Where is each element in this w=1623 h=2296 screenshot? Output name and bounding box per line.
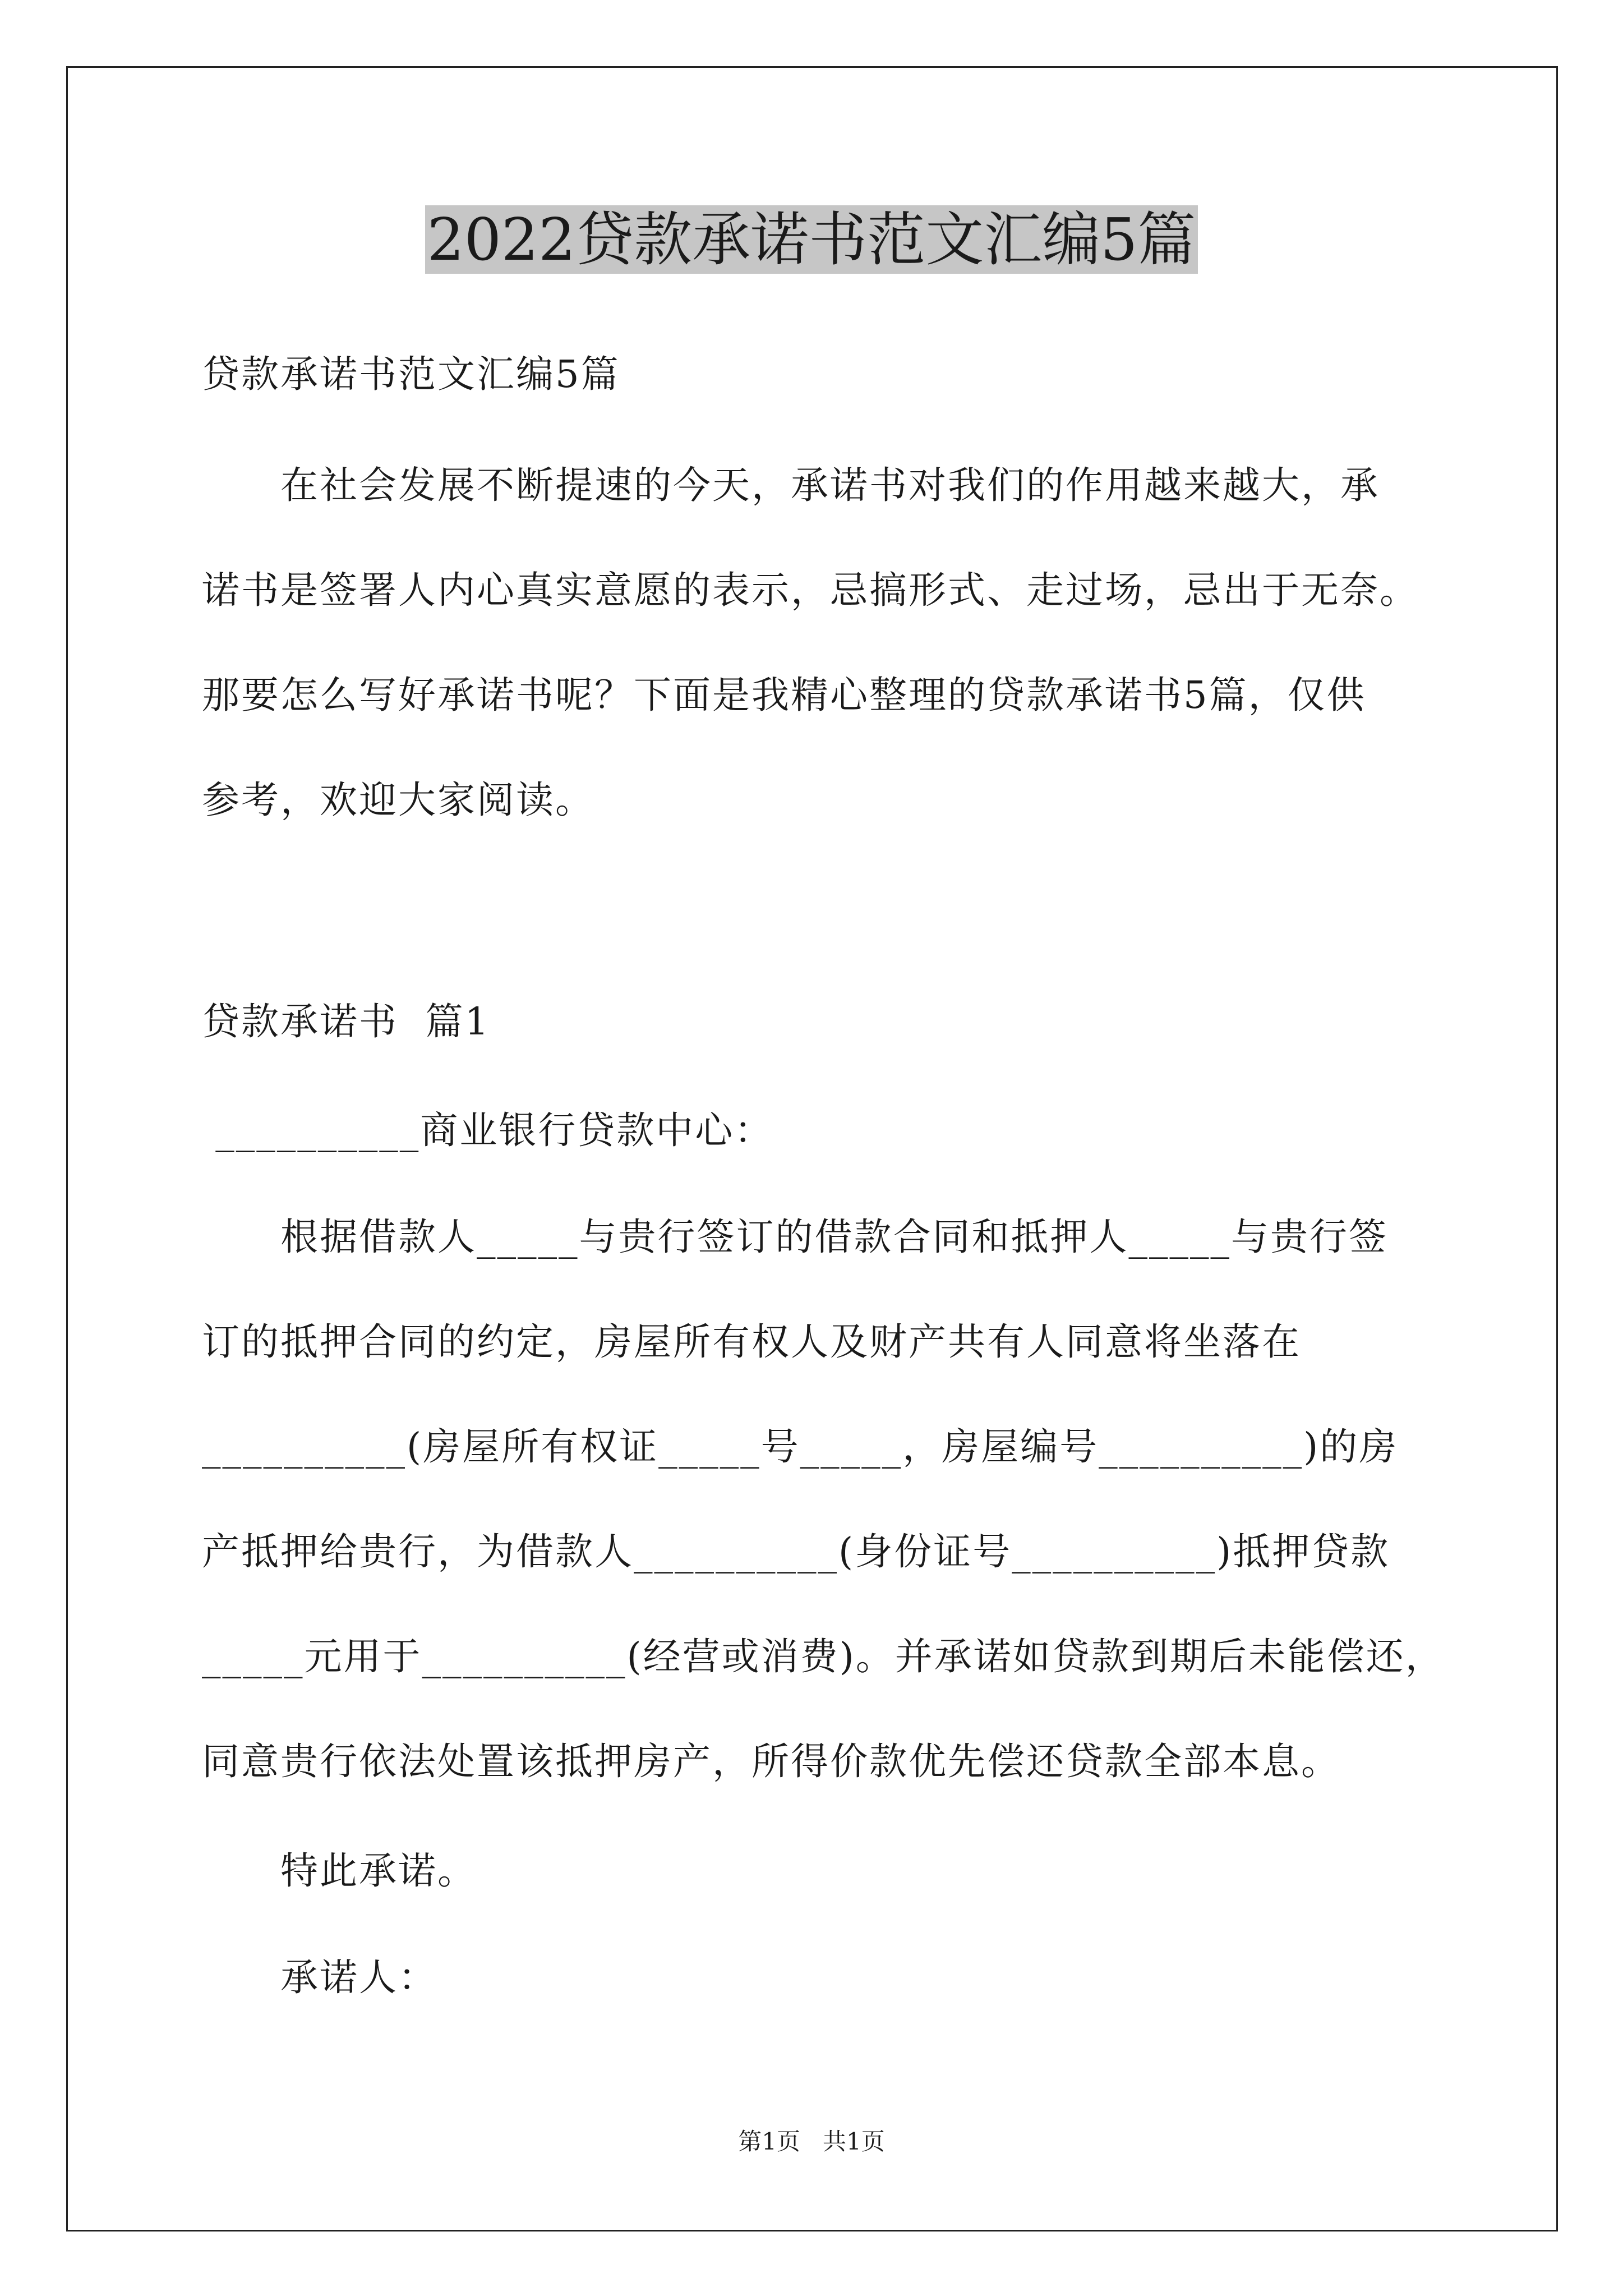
body-line: _____元用于__________(经营或消费)。并承诺如贷款到期后未能偿还， [202, 1635, 1445, 1678]
intro-line: 那要怎么写好承诺书呢？下面是我精心整理的贷款承诺书5篇，仅供 [202, 673, 1366, 717]
intro-line: 在社会发展不断提速的今天，承诺书对我们的作用越来越大，承 [280, 463, 1380, 507]
document-title-text: 2022贷款承诺书范文汇编5篇 [425, 205, 1198, 274]
intro-line: 诺书是签署人内心真实意愿的表示，忌搞形式、走过场，忌出于无奈。 [202, 568, 1419, 612]
body-line: 同意贵行依法处置该抵押房产，所得价款优先偿还贷款全部本息。 [202, 1740, 1340, 1783]
body-line: 根据借款人_____与贵行签订的借款合同和抵押人_____与贵行签 [280, 1215, 1388, 1259]
section-heading: 贷款承诺书 篇1 [202, 1000, 491, 1043]
signer-label: 承诺人： [280, 1955, 437, 1999]
document-subtitle: 贷款承诺书范文汇编5篇 [202, 352, 620, 396]
document-title [0, 203, 1623, 276]
page-number: 第1页 共1页 [738, 2128, 885, 2155]
letter-addressee: __________商业银行贷款中心： [202, 1108, 774, 1152]
closing-statement: 特此承诺。 [280, 1849, 477, 1893]
body-line: __________(房屋所有权证_____号_____，房屋编号__________)的房 [202, 1425, 1399, 1469]
intro-line: 参考，欢迎大家阅读。 [202, 778, 594, 822]
body-line: 产抵押给贵行，为借款人__________(身份证号__________)抵押贷款 [202, 1530, 1390, 1573]
body-line: 订的抵押合同的约定，房屋所有权人及财产共有人同意将坐落在 [202, 1320, 1301, 1364]
